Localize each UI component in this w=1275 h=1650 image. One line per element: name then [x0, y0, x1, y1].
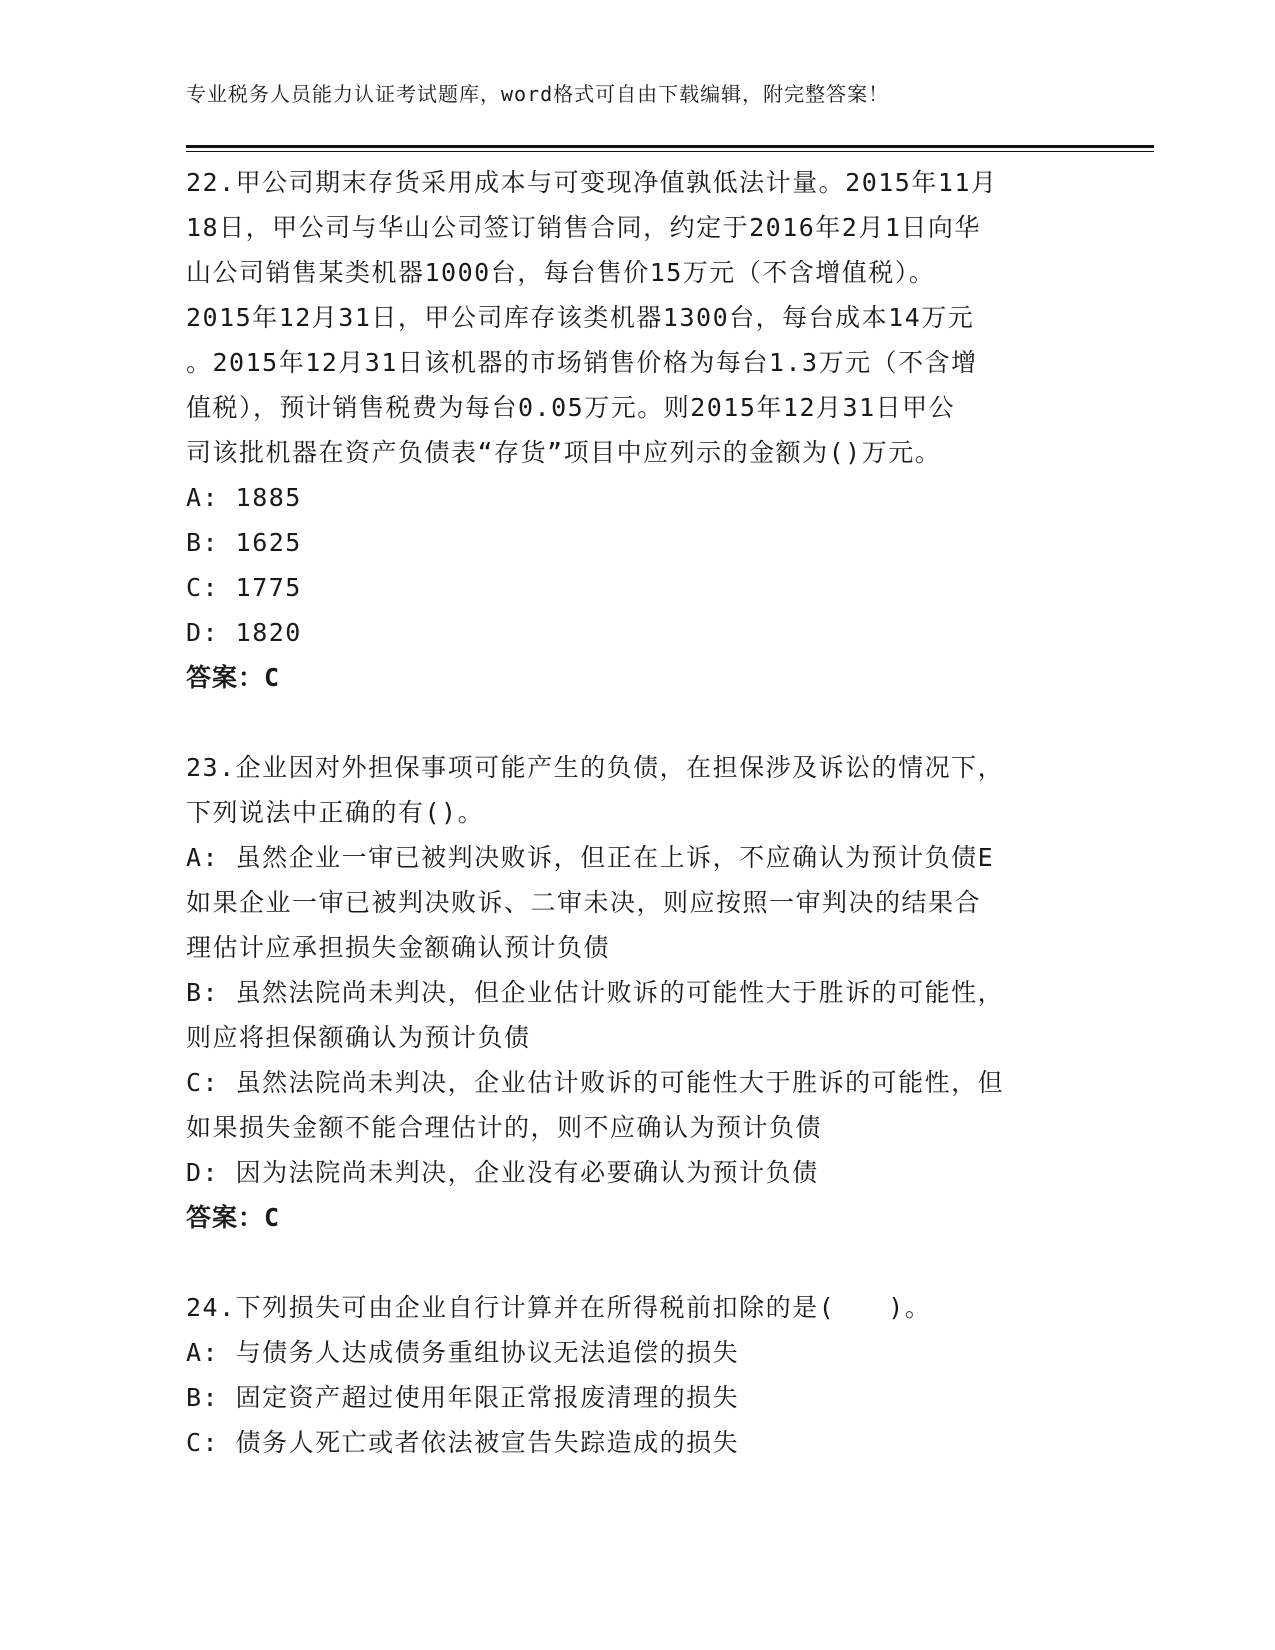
question-stem-line: 22.甲公司期末存货采用成本与可变现净值孰低法计量。2015年11月	[186, 168, 998, 197]
question-stem-line: 山公司销售某类机器1000台，每台售价15万元（不含增值税）。	[186, 258, 936, 287]
answer-option-line: 理估计应承担损失金额确认预计负债	[186, 933, 611, 962]
question-stem-line: 下列说法中正确的有()。	[186, 798, 485, 827]
answer-option	[186, 610, 1086, 655]
answer-option-line: B: 固定资产超过使用年限正常报废清理的损失	[186, 1383, 740, 1412]
header-rule-thin	[186, 151, 1154, 152]
answer-option-line: C: 1775	[186, 573, 302, 602]
answer-option	[186, 970, 1086, 1060]
answer-option-line: A: 与债务人达成债务重组协议无法追偿的损失	[186, 1338, 740, 1367]
question-block	[186, 1285, 1086, 1465]
question-spacer	[186, 700, 1086, 745]
answer-option-line: D: 1820	[186, 618, 302, 647]
answer-option-line: B: 1625	[186, 528, 302, 557]
answer-option-line: A: 1885	[186, 483, 302, 512]
question-stem-line: 值税），预计销售税费为每台0.05万元。则2015年12月31日甲公	[186, 393, 956, 422]
answer-option-line: B: 虽然法院尚未判决，但企业估计败诉的可能性大于胜诉的可能性，	[186, 978, 1005, 1007]
answer-option-line: C: 债务人死亡或者依法被宣告失踪造成的损失	[186, 1428, 740, 1457]
answer-option-line: 如果企业一审已被判决败诉、二审未决，则应按照一审判决的结果合	[186, 888, 982, 917]
question-spacer	[186, 1240, 1086, 1285]
header-rule-thick	[186, 145, 1154, 148]
page-header: 专业税务人员能力认证考试题库，word格式可自由下载编辑，附完整答案！	[186, 82, 890, 106]
answer-key: 答案：C	[186, 1203, 281, 1232]
answer-option-line: 则应将担保额确认为预计负债	[186, 1023, 531, 1052]
answer-option-line: A: 虽然企业一审已被判决败诉，但正在上诉，不应确认为预计负债E	[186, 843, 995, 872]
answer-key: 答案：C	[186, 663, 281, 692]
answer-option	[186, 565, 1086, 610]
answer-option	[186, 1060, 1086, 1150]
question-list	[186, 160, 1086, 1465]
answer-option	[186, 475, 1086, 520]
question-stem-line: 。2015年12月31日该机器的市场销售价格为每台1.3万元（不含增	[186, 348, 978, 377]
answer-option	[186, 1375, 1086, 1420]
answer-option-line: D: 因为法院尚未判决，企业没有必要确认为预计负债	[186, 1158, 819, 1187]
question-stem-line: 23.企业因对外担保事项可能产生的负债，在担保涉及诉讼的情况下，	[186, 753, 1005, 782]
answer-option	[186, 835, 1086, 970]
answer-option-line: C: 虽然法院尚未判决，企业估计败诉的可能性大于胜诉的可能性，但	[186, 1068, 1005, 1097]
question-stem-line: 24.下列损失可由企业自行计算并在所得税前扣除的是( )。	[186, 1293, 932, 1322]
question-block	[186, 160, 1086, 745]
answer-option	[186, 1330, 1086, 1375]
answer-option	[186, 520, 1086, 565]
question-block	[186, 745, 1086, 1285]
answer-option-line: 如果损失金额不能合理估计的，则不应确认为预计负债	[186, 1113, 823, 1142]
answer-option	[186, 1150, 1086, 1195]
answer-option	[186, 1420, 1086, 1465]
question-stem-line: 2015年12月31日，甲公司库存该类机器1300台，每台成本14万元	[186, 303, 975, 332]
question-stem-line: 司该批机器在资产负债表“存货”项目中应列示的金额为()万元。	[186, 438, 942, 467]
question-stem-line: 18日，甲公司与华山公司签订销售合同，约定于2016年2月1日向华	[186, 213, 981, 242]
